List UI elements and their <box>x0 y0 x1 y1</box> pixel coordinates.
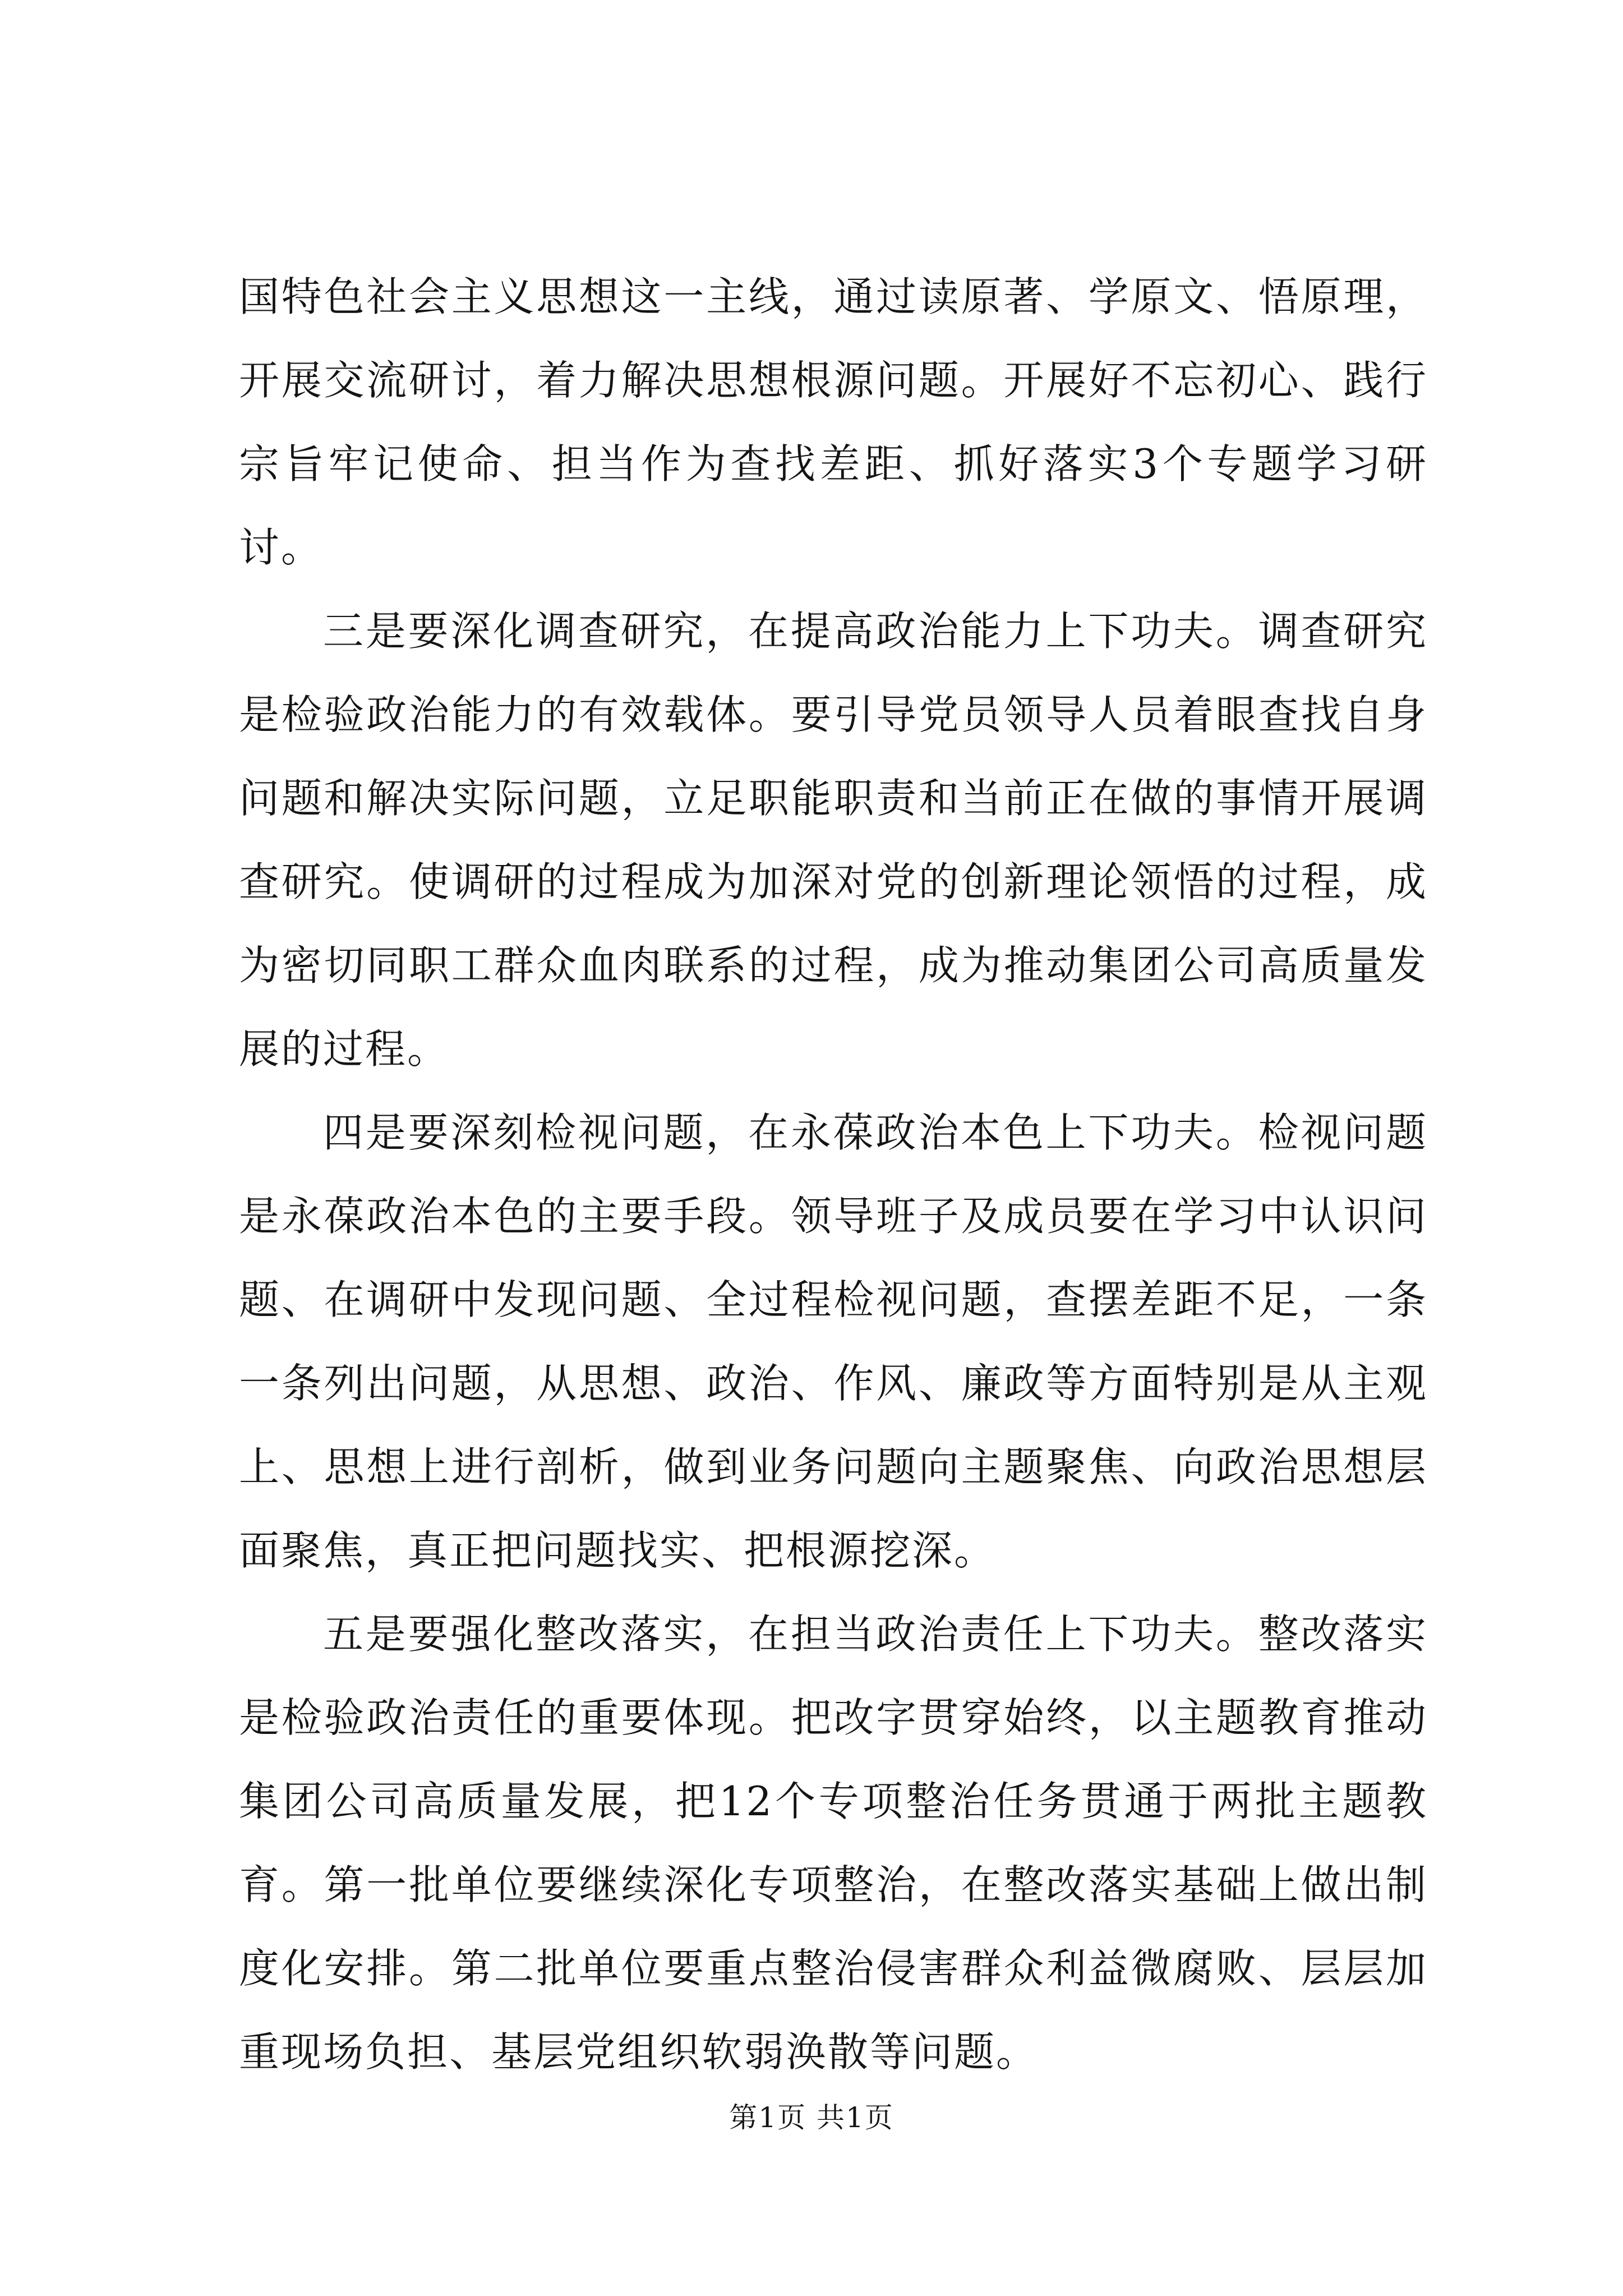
paragraph-point-four: 四是要深刻检视问题，在永葆政治本色上下功夫。检视问题是永葆政治本色的主要手段。领导班子及成员要在学习中认识问题、在调研中发现问题、全过程检视问题，查摆差距不足，一条一条列出问题，从思想、政治、作风、廉政等方面特别是从主观上、思想上进行剖析，做到业务问题向主题聚焦、向政治思想层面聚焦，真正把问题找实、把根源挖深。 <box>239 1109 1428 1574</box>
paragraph-continuation: 国特色社会主义思想这一主线，通过读原著、学原文、悟原理，开展交流研讨，着力解决思想根源问题。开展好不忘初心、践行宗旨牢记使命、担当作为查找差距、抓好落实3个专题学习研讨。 <box>239 273 1428 571</box>
paragraph-point-three: 三是要深化调查研究，在提高政治能力上下功夫。调查研究是检验政治能力的有效载体。要引导党员领导人员着眼查找自身问题和解决实际问题，立足职能职责和当前正在做的事情开展调查研究。使调研的过程成为加深对党的创新理论领悟的过程，成为密切同职工群众血肉联系的过程，成为推动集团公司高质量发展的过程。 <box>239 608 1428 1073</box>
page-footer: 第1页 共1页 <box>729 2101 894 2134</box>
paragraph-point-five: 五是要强化整改落实，在担当政治责任上下功夫。整改落实是检验政治责任的重要体现。把改字贯穿始终，以主题教育推动集团公司高质量发展，把12个专项整治任务贯通于两批主题教育。第一批单位要继续深化专项整治，在整改落实基础上做出制度化安排。第二批单位要重点整治侵害群众利益微腐败、层层加重现场负担、基层党组织软弱涣散等问题。 <box>239 1611 1428 2076</box>
document-body <box>239 255 1428 2094</box>
